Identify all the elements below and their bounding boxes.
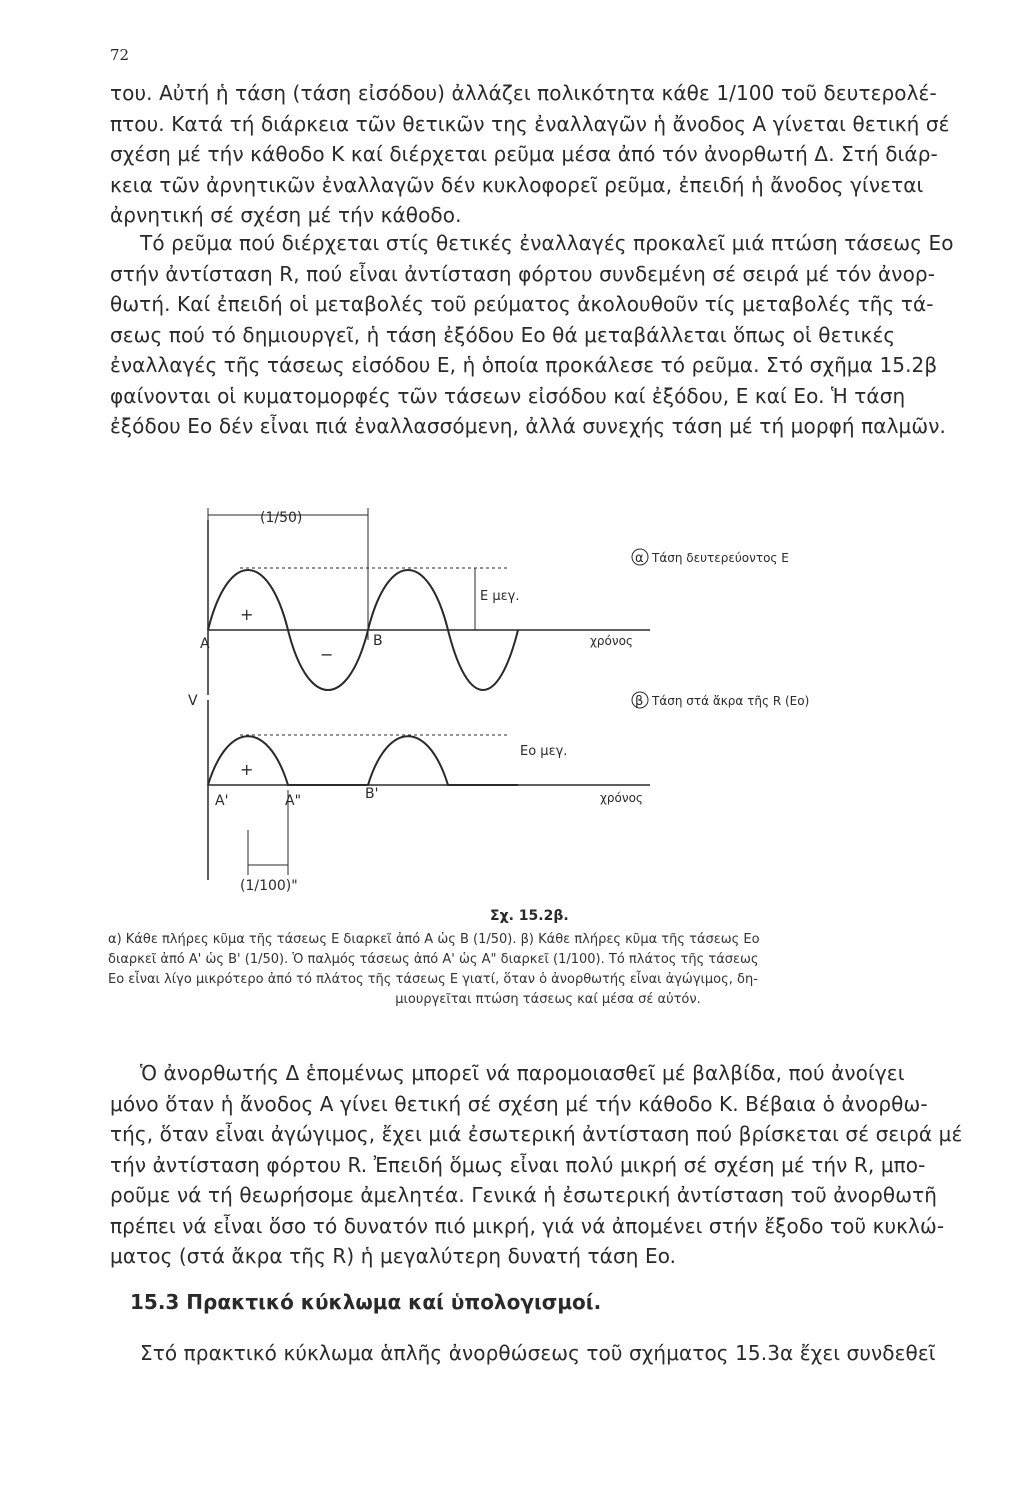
text-line: ροῦμε νά τή θεωρήσομε ἀμελητέα. Γενικά ἡ ἐσωτερική ἀντίσταση τοῦ ἀνορθωτῆ [110,1183,938,1207]
text-line: ἐξόδου Eo δέν εἶναι πιά ἐναλλασσόμενη, ἀλλά συνεχής τάση μέ τή μορφή παλμῶν. [110,414,946,438]
time-label-top: χρόνος [590,634,633,648]
label-a-text: Τάση δευτερεύοντος Ε [652,551,789,565]
point-a1-label: Α' [215,793,229,809]
text-line: πρέπει νά εἶναι ὅσο τό δυνατόν πιό μικρή, γιά νά ἀπομένει στήν ἔξοδο τοῦ κυκλώ- [110,1213,945,1238]
figure-caption [108,930,988,1010]
label-a: α [635,551,644,566]
section-heading: 15.3 Πρακτικό κύκλωμα καί ὑπολογισμοί. [130,1290,602,1314]
paragraph-1 [110,78,970,231]
text-line: του. Αὐτή ἡ τάση (τάση εἰσόδου) ἀλλάζει πολικότητα κάθε 1/100 τοῦ δευτερολέ- [110,81,937,105]
text-line: τήν ἀντίσταση φόρτου R. Ἐπειδή ὅμως εἶναι πολύ μικρή σέ σχέση μέ τήν R, μπο- [110,1152,926,1177]
text-line: κεια τῶν ἀρνητικῶν ἐναλλαγῶν δέν κυκλοφορεῖ ρεῦμα, ἐπειδή ἡ ἄνοδος γίνεται [110,172,924,197]
text-line: Στό πρακτικό κύκλωμα ἁπλῆς ἀνορθώσεως τοῦ σχήματος 15.3α ἔχει συνδεθεῖ [140,1341,936,1365]
plus-sign-top: + [240,605,254,624]
v-axis-label: V [188,693,198,709]
text-line: ματος (στά ἄκρα τῆς R) ἡ μεγαλύτερη δυνατή τάση Eo. [110,1244,677,1268]
waveform-diagram [180,480,880,900]
label-b: β [635,694,644,709]
text-line: μόνο ὅταν ἡ ἄνοδος Α γίνει θετική σέ σχέση μέ τήν κάθοδο Κ. Βέβαια ὁ ἀνορθω- [110,1091,928,1116]
text-line: ἐναλλαγές τῆς τάσεως εἰσόδου Ε, ἡ ὁποία προκάλεσε τό ρεῦμα. Στό σχῆμα 15.2β [110,353,938,377]
paragraph-4 [110,1338,970,1369]
paragraph-2 [110,228,970,442]
text-line: στήν ἀντίσταση R, πού εἶναι ἀντίσταση φόρτου συνδεμένη σέ σειρά μέ τόν ἀνορ- [110,261,936,286]
figure-title: Σχ. 15.2β. [490,908,569,924]
caption-line: μιουργεῖται πτώση τάσεως καί μέσα σέ αὐτόν. [395,992,701,1007]
period-top-label: (1/50) [260,510,303,526]
caption-line: διαρκεῖ ἀπό Α' ὡς Β' (1/50). Ὁ παλμός τάσεως ἀπό Α' ὡς Α" διαρκεῖ (1/100). Τό πλάτος τῆς τάσεως [108,952,759,967]
paragraph-3 [110,1058,970,1272]
text-line: Τό ρεῦμα πού διέρχεται στίς θετικές ἐναλλαγές προκαλεῖ μιά πτώση τάσεως Eo [140,231,954,255]
point-b1-label: Β' [365,786,379,802]
text-line: σεως πού τό δημιουργεῖ, ἡ τάση ἐξόδου Eo θά μεταβάλλεται ὅπως οἱ θετικές [110,322,896,347]
caption-line: Eo εἶναι λίγο μικρότερο ἀπό τό πλάτος τῆς τάσεως Ε γιατί, ὅταν ὁ ἀνορθωτής εἶναι ἀγώγιμος, δη- [108,972,758,987]
text-line: σχέση μέ τήν κάθοδο Κ καί διέρχεται ρεῦμα μέσα ἀπό τόν ἀνορθωτή Δ. Στή διάρ- [110,142,938,166]
plus-sign-bottom: + [240,760,254,779]
text-line: πτου. Κατά τή διάρκεια τῶν θετικῶν της ἐναλλαγῶν ἡ ἄνοδος Α γίνεται θετική σέ [110,111,950,136]
text-line: φαίνονται οἱ κυματομορφές τῶν τάσεων εἰσόδου καί ἐξόδου, Ε καί Eo. Ἡ τάση [110,383,906,408]
text-line: ἀρνητική σέ σχέση μέ τήν κάθοδο. [110,203,462,227]
label-b-text: Τάση στά ἄκρα τῆς R (Eo) [652,694,810,708]
point-b-label: Β [373,633,383,649]
period-bottom-label: (1/100)" [240,878,298,894]
time-label-bottom: χρόνος [600,791,643,805]
e-max-label: Ε μεγ. [480,589,520,604]
output-pulse-wave [208,736,518,785]
caption-line: α) Κάθε πλήρες κῦμα τῆς τάσεως Ε διαρκεῖ ἀπό Α ὡς Β (1/50). β) Κάθε πλήρες κῦμα τῆς τάσεως Eo [108,932,760,947]
minus-sign-top: − [320,645,334,664]
figure-15-2b [180,480,880,900]
eo-max-label: Eo μεγ. [520,744,568,759]
point-a-label: Α [200,636,210,652]
point-a2-label: Α" [285,793,302,809]
text-line: θωτή. Καί ἐπειδή οἱ μεταβολές τοῦ ρεύματος ἀκολουθοῦν τίς μεταβολές τῆς τά- [110,292,934,316]
page-number: 72 [110,46,130,64]
text-line: Ὁ ἀνορθωτής Δ ἑπομένως μπορεῖ νά παρομοιασθεῖ μέ βαλβίδα, πού ἀνοίγει [140,1061,905,1085]
text-line: τής, ὅταν εἶναι ἀγώγιμος, ἔχει μιά ἐσωτερική ἀντίσταση πού βρίσκεται σέ σειρά μέ [110,1122,963,1146]
